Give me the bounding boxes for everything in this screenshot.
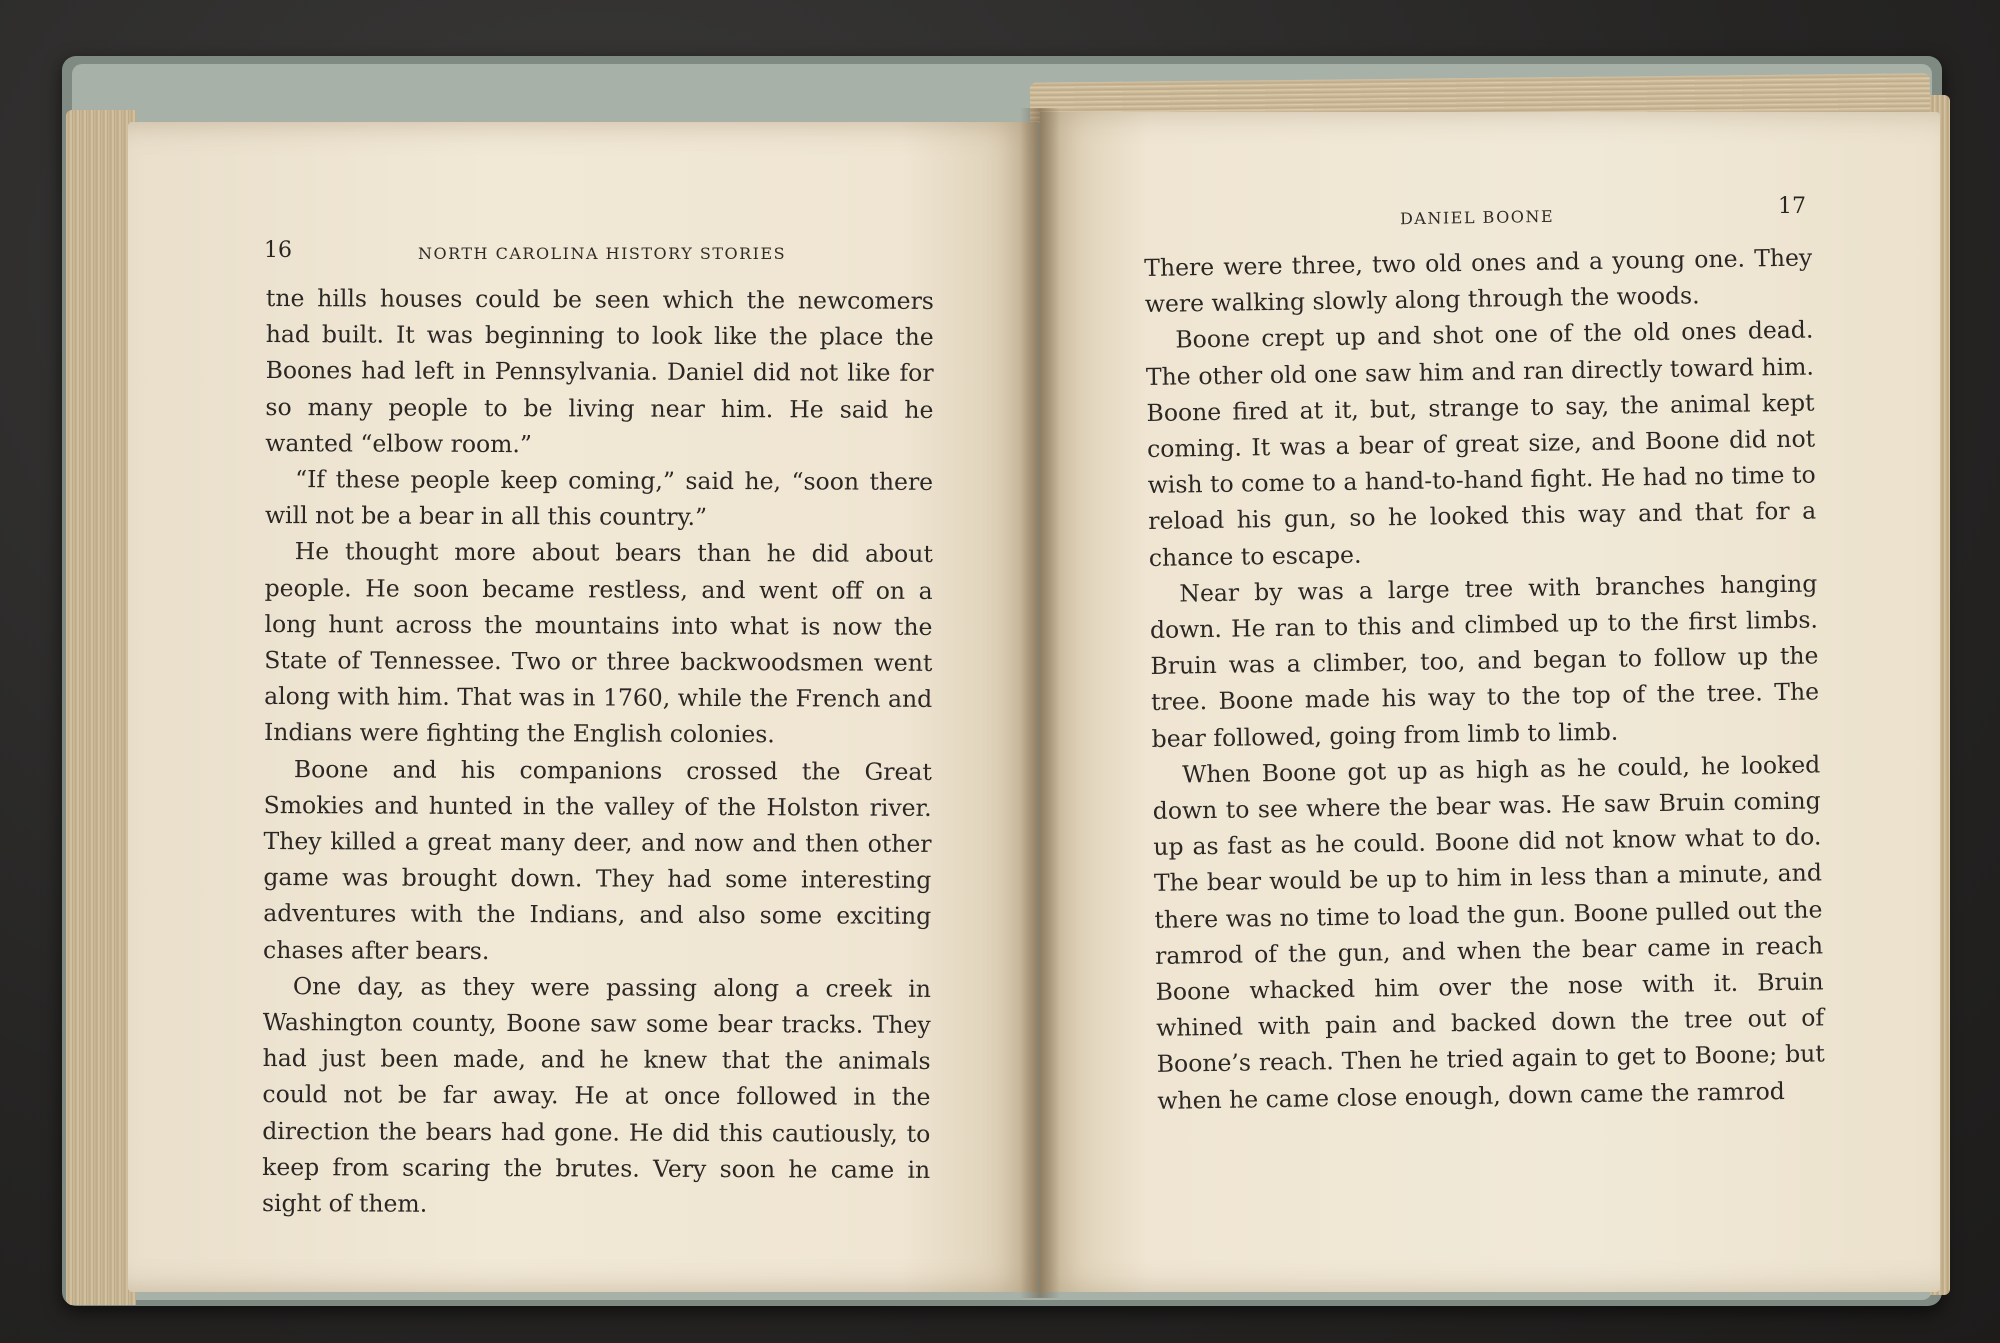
right-paragraph-2: Boone crept up and shot one of the old ones dead. The other old one saw him and ran directly toward him. Boone fired at it, but, strange to say, the animal kept coming. It was a bear of great size, and Boone did not wish to come to a hand-to-hand fight. He had no time to reload his gun, so he looked this way and that for a chance to escape. xyxy=(1145,315,1817,572)
right-running-header: DANIEL BOONE xyxy=(1399,206,1555,229)
left-paragraph-5: One day, as they were passing along a creek in Washington county, Boone saw some bear tracks. They had just been made, and he knew that the animals could not be far away. He at once followed in the direction the bears had gone. He did this cautiously, to keep from scaring the brutes. Very soon he came in sight of them. xyxy=(261,971,931,1218)
left-page xyxy=(128,122,1038,1292)
left-paragraph-4: Boone and his companions crossed the Great Smokies and hunted in the valley of the Holston river. They killed a great many deer, and now and then other game was brought down. They had some interesting adventures with the Indians, and also some exciting chases after bears. xyxy=(263,754,932,965)
right-page-body xyxy=(1144,240,1826,1119)
right-page-number: 17 xyxy=(1778,194,1806,219)
left-page-number: 16 xyxy=(264,238,292,263)
right-paragraph-3: Near by was a large tree with branches hanging down. He ran to this and climbed up to the first limbs. Bruin was a climber, too, and began to follow up the tree. Boone made his way to the top of the tree. The bear followed, going from limb to limb. xyxy=(1149,569,1820,753)
left-running-header: NORTH CAROLINA HISTORY STORIES xyxy=(418,244,787,263)
left-page-body xyxy=(262,280,934,1224)
right-paragraph-4: When Boone got up as high as he could, he looked down to see where the bear was. He saw Bruin coming up as fast as he could. Boone did not know what to do. The bear would be up to him in less than a minute, and there was no time to load the gun. Boone pulled out the ramrod of the gun, and when the bear came in reach Boone whacked him over the nose with it. Bruin whined with pain and backed down the tree out of Boone’s reach. Then he tried again to get to Boone; but when he came close enough, down came the ramrod xyxy=(1152,750,1825,1115)
left-paragraph-2: “If these people keep coming,” said he, “soon there will not be a bear in all this country.” xyxy=(264,465,934,532)
right-page xyxy=(1040,112,1940,1292)
left-paragraph-3: He thought more about bears than he did about people. He soon became restless, and went off on a long hunt across the mountains into what is now the State of Tennessee. Two or three backwoodsmen went along with him. That was in 1760, while the French and Indians were fighting the English colonies. xyxy=(263,537,933,749)
book-gutter xyxy=(1020,108,1060,1298)
right-paragraph-1: There were three, two old ones and a young one. They were walking slowly along through the woods. xyxy=(1144,243,1813,319)
left-paragraph-1: tne hills houses could be seen which the newcomers had built. It was beginning to look like the place the Boones had left in Pennsylvania. Daniel did not like for so many people to be living near him. He said he wanted “elbow room.” xyxy=(265,283,934,458)
page-edges-left xyxy=(66,110,136,1305)
